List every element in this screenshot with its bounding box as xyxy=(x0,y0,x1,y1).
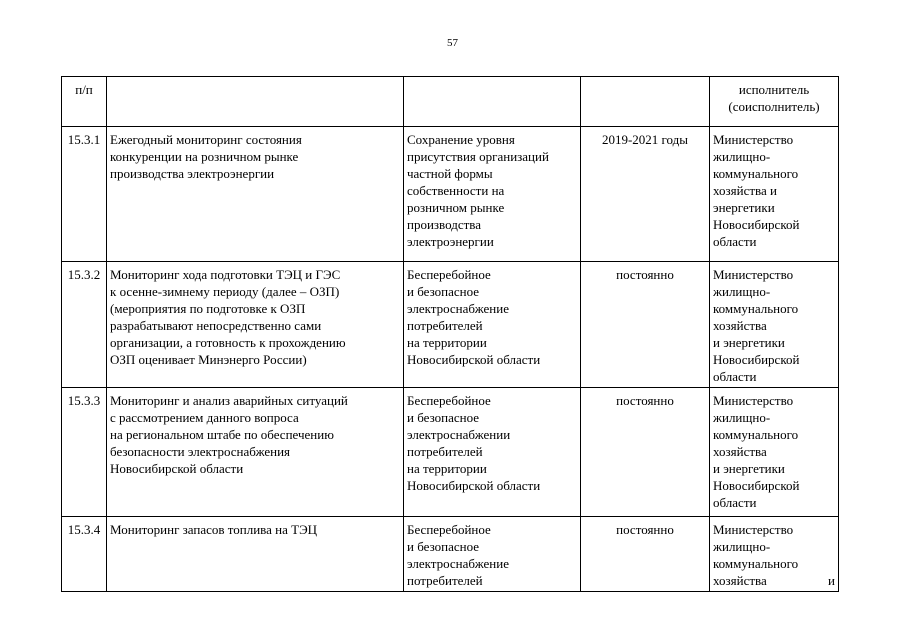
result-line: электроснабжение xyxy=(407,556,509,571)
result-line: Бесперебойное xyxy=(407,393,491,408)
result-line: собственности на xyxy=(407,183,505,198)
measures-table xyxy=(61,76,839,592)
measure-line: Новосибирской области xyxy=(110,461,244,476)
executor-line: коммунального xyxy=(713,556,799,571)
executor-cell xyxy=(710,388,839,517)
header-cell-period xyxy=(581,77,710,127)
measure-line: Мониторинг хода подготовки ТЭЦ и ГЭС xyxy=(110,267,341,282)
result-line: частной формы xyxy=(407,166,493,181)
header-executor-line: (соисполнитель) xyxy=(728,99,820,114)
result-line: потребителей xyxy=(407,444,483,459)
executor-line: хозяйства и xyxy=(713,183,777,198)
result-cell xyxy=(404,262,581,388)
measure-line: разрабатывают непосредственно сами xyxy=(110,318,322,333)
header-cell-measure xyxy=(107,77,404,127)
result-line: производства xyxy=(407,217,482,232)
executor-line: области xyxy=(713,234,757,249)
result-line: электроснабжение xyxy=(407,301,509,316)
measure-cell xyxy=(107,127,404,262)
executor-line: и энергетики xyxy=(713,335,785,350)
executor-line: Новосибирской xyxy=(713,217,800,232)
executor-line: и энергетики xyxy=(713,461,785,476)
executor-line: Новосибирской xyxy=(713,478,800,493)
executor-word: хозяйства xyxy=(713,573,767,588)
result-line: Новосибирской области xyxy=(407,352,541,367)
header-cell-executor xyxy=(710,77,839,127)
executor-line: коммунального xyxy=(713,427,799,442)
executor-line: жилищно- xyxy=(713,410,771,425)
result-line: электроснабжении xyxy=(407,427,511,442)
period-cell: постоянно xyxy=(581,262,710,388)
result-line: розничном рынке xyxy=(407,200,505,215)
executor-line: коммунального xyxy=(713,301,799,316)
measure-line: безопасности электроснабжения xyxy=(110,444,291,459)
page-number: 57 xyxy=(447,37,458,49)
executor-line: области xyxy=(713,369,757,384)
executor-word: и xyxy=(828,573,835,588)
result-line: Новосибирской области xyxy=(407,478,541,493)
measure-line: организации, а готовность к прохождению xyxy=(110,335,346,350)
result-line: на территории xyxy=(407,461,487,476)
executor-line: хозяйства xyxy=(713,444,767,459)
measure-line: Ежегодный мониторинг состояния xyxy=(110,132,302,147)
executor-line: Министерство xyxy=(713,522,794,537)
executor-line: жилищно- xyxy=(713,149,771,164)
result-line: и безопасное xyxy=(407,410,480,425)
result-line: потребителей xyxy=(407,573,483,588)
measure-line: производства электроэнергии xyxy=(110,166,275,181)
row-number: 15.3.3 xyxy=(62,388,107,517)
measure-cell xyxy=(107,388,404,517)
executor-line: жилищно- xyxy=(713,284,771,299)
measure-line: к осенне-зимнему периоду (далее – ОЗП) xyxy=(110,284,340,299)
row-number: 15.3.1 xyxy=(62,127,107,262)
result-line: на территории xyxy=(407,335,487,350)
result-cell xyxy=(404,517,581,592)
result-cell xyxy=(404,388,581,517)
measure-line: конкуренции на розничном рынке xyxy=(110,149,299,164)
measure-cell xyxy=(107,517,404,592)
result-line: присутствия организаций xyxy=(407,149,549,164)
period-cell: постоянно xyxy=(581,517,710,592)
executor-line: Новосибирской xyxy=(713,352,800,367)
measure-line: Мониторинг запасов топлива на ТЭЦ xyxy=(110,522,318,537)
result-cell xyxy=(404,127,581,262)
measure-cell xyxy=(107,262,404,388)
header-cell-result xyxy=(404,77,581,127)
result-line: Бесперебойное xyxy=(407,522,491,537)
result-line: и безопасное xyxy=(407,539,480,554)
table-header-row xyxy=(62,77,839,127)
executor-line: Министерство xyxy=(713,267,794,282)
result-line: Бесперебойное xyxy=(407,267,491,282)
table-row xyxy=(62,388,839,517)
result-line: электроэнергии xyxy=(407,234,494,249)
executor-line xyxy=(713,572,835,589)
executor-cell xyxy=(710,517,839,592)
table-row xyxy=(62,127,839,262)
period-cell: постоянно xyxy=(581,388,710,517)
measure-line: с рассмотрением данного вопроса xyxy=(110,410,299,425)
measure-line: ОЗП оценивает Минэнерго России) xyxy=(110,352,307,367)
result-line: Сохранение уровня xyxy=(407,132,515,147)
executor-line: Министерство xyxy=(713,132,794,147)
result-line: потребителей xyxy=(407,318,483,333)
executor-line: Министерство xyxy=(713,393,794,408)
header-executor-line: исполнитель xyxy=(738,82,810,97)
measure-line: Мониторинг и анализ аварийных ситуаций xyxy=(110,393,348,408)
measure-line: (мероприятия по подготовке к ОЗП xyxy=(110,301,306,316)
period-cell: 2019-2021 годы xyxy=(581,127,710,262)
row-number: 15.3.2 xyxy=(62,262,107,388)
row-number: 15.3.4 xyxy=(62,517,107,592)
executor-line: энергетики xyxy=(713,200,775,215)
measure-line: на региональном штабе по обеспечению xyxy=(110,427,334,442)
executor-line: коммунального xyxy=(713,166,799,181)
executor-line: области xyxy=(713,495,757,510)
executor-cell xyxy=(710,127,839,262)
executor-line: жилищно- xyxy=(713,539,771,554)
table-row xyxy=(62,262,839,388)
result-line: и безопасное xyxy=(407,284,480,299)
header-cell-num: п/п xyxy=(62,77,107,127)
executor-cell xyxy=(710,262,839,388)
table-row xyxy=(62,517,839,592)
executor-line: хозяйства xyxy=(713,318,767,333)
